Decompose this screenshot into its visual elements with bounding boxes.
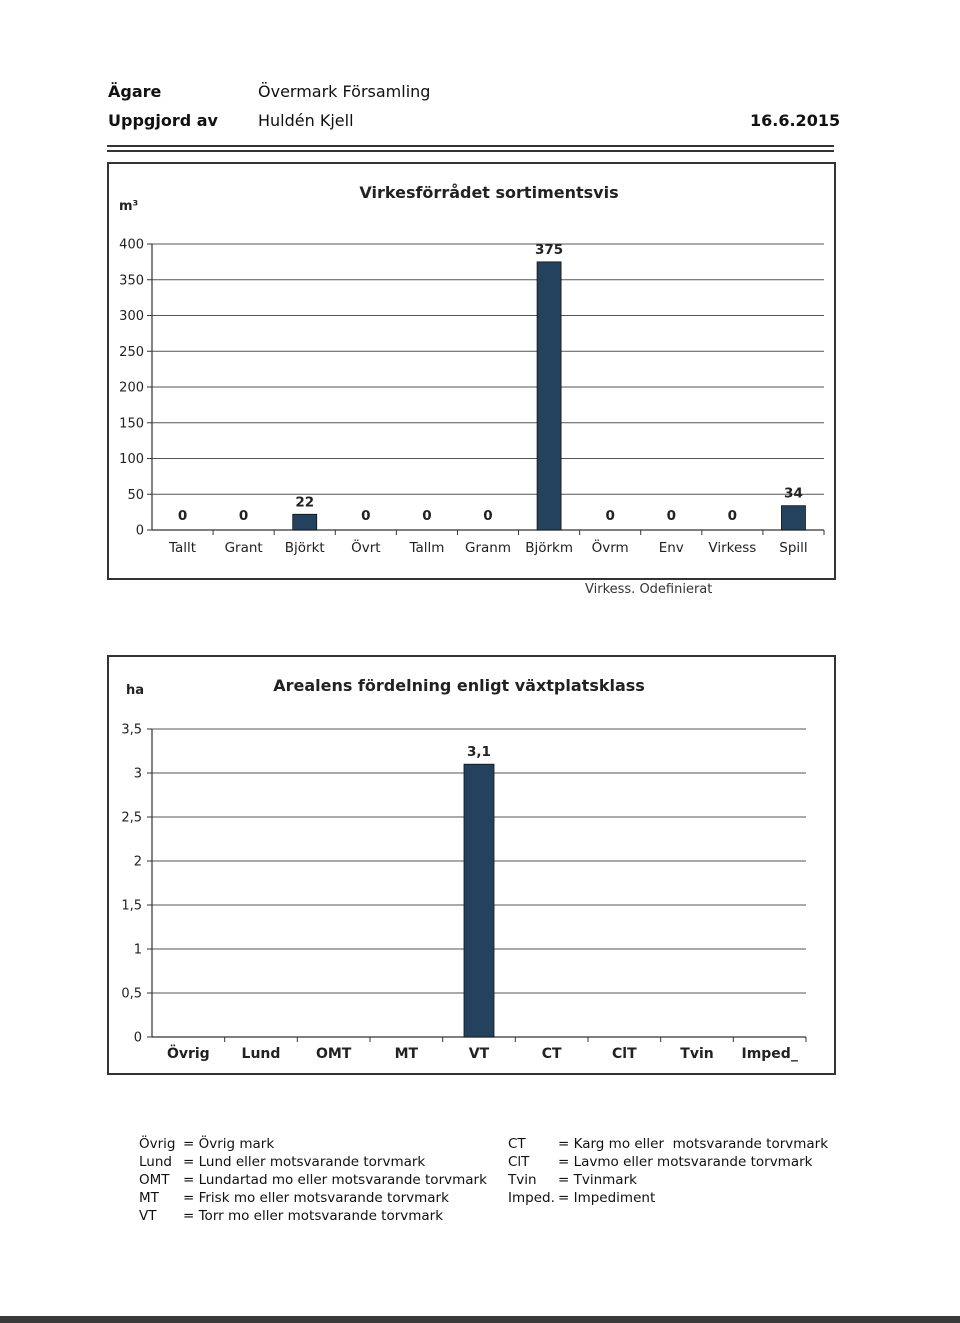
x-category-label: Övrt — [351, 540, 381, 556]
legend-description: = Impediment — [558, 1190, 656, 1206]
volume-chart-panel — [107, 162, 836, 580]
legend-item — [139, 1190, 449, 1206]
bar — [781, 506, 805, 530]
legend-description: = Tvinmark — [558, 1172, 637, 1188]
x-category-label: Björkm — [525, 540, 573, 556]
y-axis-unit: ha — [126, 683, 145, 698]
owner-label: Ägare — [108, 82, 162, 101]
x-category-label: Grant — [224, 540, 263, 556]
header-divider-top — [107, 145, 834, 147]
legend-item — [508, 1136, 828, 1152]
y-tick-label: 150 — [119, 416, 144, 432]
legend-key: OMT — [139, 1172, 170, 1188]
legend-description: = Lavmo eller motsvarande torvmark — [558, 1154, 813, 1170]
y-tick-label: 400 — [119, 237, 144, 253]
data-label: 0 — [605, 508, 615, 524]
legend-key: CT — [508, 1136, 526, 1152]
x-category-label: VT — [468, 1046, 490, 1062]
x-category-label: Lund — [241, 1046, 281, 1062]
y-tick-label: 100 — [119, 452, 144, 467]
page-bottom-edge — [0, 1316, 960, 1323]
area-chart-panel — [107, 655, 836, 1075]
legend-description: = Karg mo eller motsvarande torvmark — [558, 1136, 829, 1152]
y-tick-label: 350 — [119, 273, 144, 289]
y-tick-label: 200 — [119, 380, 144, 396]
y-tick-label: 3,5 — [121, 722, 142, 738]
chart-title: Virkesförrådet sortimentsvis — [359, 183, 619, 202]
legend-item — [508, 1172, 637, 1188]
data-label: 0 — [422, 508, 432, 524]
y-axis-unit: m³ — [119, 199, 139, 214]
legend-key: Imped. — [508, 1190, 555, 1206]
legend-key: ClT — [508, 1154, 530, 1170]
x-category-label: Env — [658, 540, 684, 556]
data-label: 0 — [666, 508, 676, 524]
legend-key: MT — [139, 1190, 159, 1206]
legend-key: Tvin — [508, 1172, 537, 1188]
x-category-label: MT — [394, 1046, 419, 1062]
x-category-label: Tvin — [680, 1046, 714, 1062]
header-divider-bottom — [107, 150, 834, 152]
y-tick-label: 0 — [133, 1030, 142, 1046]
legend-key: VT — [139, 1208, 157, 1224]
legend-item — [139, 1172, 487, 1188]
legend-key: Lund — [139, 1154, 172, 1170]
bar — [464, 764, 494, 1037]
data-label: 375 — [534, 241, 564, 258]
bar — [293, 514, 317, 530]
owner-value: Övermark Församling — [258, 82, 431, 101]
report-date: 16.6.2015 — [750, 111, 841, 130]
y-tick-label: 2,5 — [121, 810, 142, 826]
chart-footnote: Virkess. Odefinierat — [585, 582, 713, 597]
x-category-label: Övrm — [591, 540, 629, 556]
data-label: 0 — [177, 508, 188, 524]
y-tick-label: 0,5 — [121, 986, 142, 1002]
data-label: 3,1 — [467, 744, 491, 761]
data-label: 34 — [784, 485, 803, 502]
x-category-label: Björkt — [284, 540, 325, 556]
x-category-label: Spill — [779, 540, 808, 556]
x-category-label: ClT — [612, 1046, 637, 1062]
y-tick-label: 3 — [133, 766, 142, 782]
x-category-label: Imped_ — [741, 1046, 798, 1062]
area-chart — [109, 657, 834, 1073]
legend-item — [508, 1154, 812, 1170]
legend-description: = Frisk mo eller motsvarande torvmark — [183, 1190, 449, 1206]
legend-description: = Övrig mark — [183, 1136, 275, 1152]
legend-description: = Lund eller motsvarande torvmark — [183, 1154, 426, 1170]
y-tick-label: 1 — [133, 942, 142, 958]
x-category-label: Tallm — [409, 540, 445, 556]
y-tick-label: 250 — [119, 344, 144, 360]
data-label: 0 — [361, 508, 371, 524]
y-tick-label: 2 — [133, 854, 142, 870]
legend-item — [139, 1154, 425, 1170]
legend-description: = Torr mo eller motsvarande torvmark — [183, 1208, 444, 1224]
legend-item — [139, 1136, 274, 1152]
made-by-value: Huldén Kjell — [258, 111, 354, 130]
legend-description: = Lundartad mo eller motsvarande torvmark — [183, 1172, 487, 1188]
x-category-label: OMT — [315, 1046, 352, 1062]
volume-chart — [109, 164, 834, 578]
x-category-label: CT — [541, 1046, 562, 1062]
data-label: 0 — [483, 508, 493, 524]
x-category-label: Granm — [465, 540, 511, 556]
chart-title: Arealens fördelning enligt växtplatsklass — [273, 676, 645, 695]
y-tick-label: 1,5 — [121, 898, 142, 914]
legend-item — [508, 1190, 655, 1206]
data-label: 0 — [238, 508, 249, 524]
x-category-label: Virkess — [708, 540, 757, 556]
y-tick-label: 0 — [135, 523, 144, 539]
data-label: 0 — [727, 508, 738, 524]
bar — [537, 262, 561, 530]
x-category-label: Tallt — [168, 540, 197, 556]
data-label: 22 — [295, 494, 315, 511]
legend-item — [139, 1208, 443, 1224]
made-by-label: Uppgjord av — [108, 111, 218, 130]
y-tick-label: 50 — [127, 487, 144, 503]
y-tick-label: 300 — [119, 309, 144, 324]
legend-key: Övrig — [139, 1136, 176, 1152]
x-category-label: Övrig — [166, 1046, 210, 1062]
